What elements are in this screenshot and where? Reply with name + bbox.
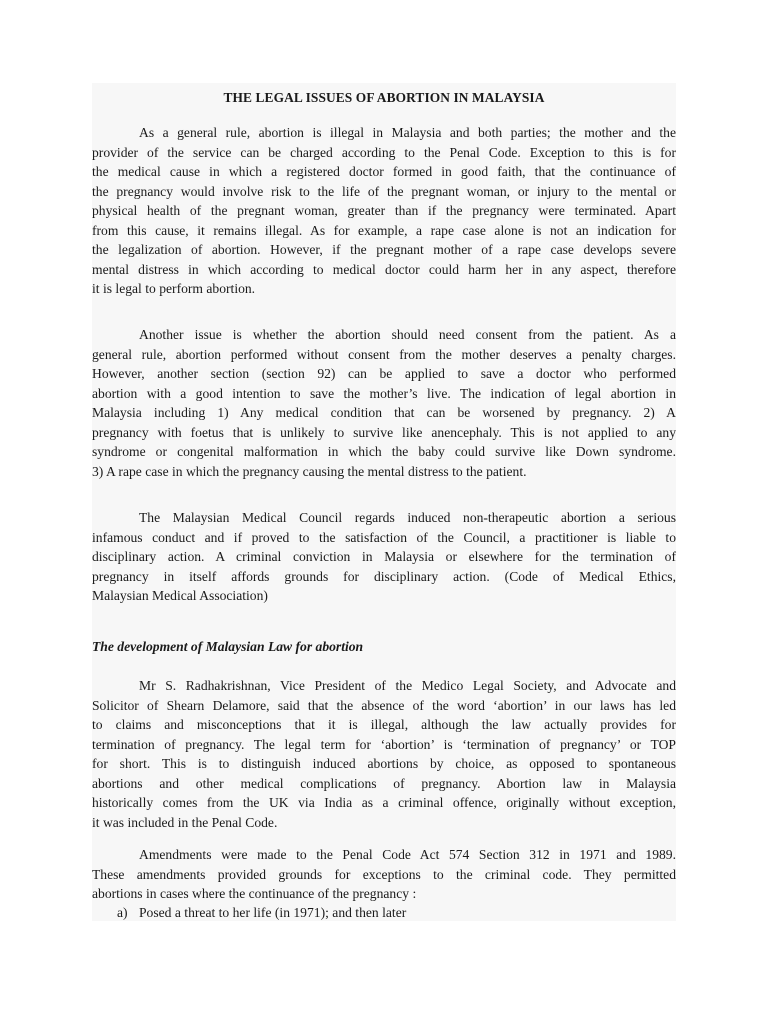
text-line: for short. This is to distinguish induced abortions by choice, as opposed to spontaneous xyxy=(92,756,676,771)
text-line: physical health of the pregnant woman, greater than if the pregnancy were terminated. Apart xyxy=(92,203,676,218)
paragraph-radhakrishnan xyxy=(92,676,676,832)
text-line: Malaysian Medical Association) xyxy=(92,588,268,603)
text-line: infamous conduct and if proved to the satisfaction of the Council, a practitioner is liable to xyxy=(92,529,676,545)
text-line: pregnancy with foetus that is unlikely to survive like anencephaly. This is not applied to any xyxy=(92,424,676,440)
document-body xyxy=(92,83,676,921)
text-line: from this cause, it remains illegal. As for example, a rape case alone is not an indication for xyxy=(92,222,676,238)
text-line: provider of the service can be charged according to the Penal Code. Exception to this is for xyxy=(92,144,676,160)
text-line: historically comes from the UK via India as a criminal offence, originally without exception, xyxy=(92,795,676,810)
paragraph-general-rule xyxy=(92,123,676,299)
list-item-text: Posed a threat to her life (in 1971); and then later xyxy=(139,905,407,920)
text-line: it is legal to perform abortion. xyxy=(92,281,256,296)
paragraph-medical-council xyxy=(92,508,676,606)
section-heading: The development of Malaysian Law for abortion xyxy=(92,639,364,654)
page-title: THE LEGAL ISSUES OF ABORTION IN MALAYSIA xyxy=(223,90,545,105)
text-line: Amendments were made to the Penal Code Act 574 Section 312 in 1971 and 1989. xyxy=(139,847,676,862)
text-line: Mr S. Radhakrishnan, Vice President of the Medico Legal Society, and Advocate and xyxy=(139,678,676,693)
text-line: the legalization of abortion. However, if the pregnant mother of a rape case develops severe xyxy=(92,242,676,257)
text-line: Solicitor of Shearn Delamore, said that the absence of the word ‘abortion’ in our laws has led xyxy=(92,697,676,713)
list-marker: a) xyxy=(117,905,128,920)
list-item xyxy=(117,904,657,922)
paragraph-amendments xyxy=(92,845,676,904)
text-line: Another issue is whether the abortion should need consent from the patient. As a xyxy=(139,327,676,342)
text-line: The Malaysian Medical Council regards induced non-therapeutic abortion a serious xyxy=(139,510,676,525)
paragraph-consent xyxy=(92,325,676,481)
text-line: abortions and other medical complications of pregnancy. Abortion law in Malaysia xyxy=(92,775,676,791)
text-line: the medical cause in which a registered doctor formed in good faith, that the continuance of xyxy=(92,164,676,179)
text-line: the pregnancy would involve risk to the life of the pregnant woman, or injury to the mental or xyxy=(92,183,676,199)
text-line: syndrome or congenital malformation in which the baby could survive like Down syndrome. xyxy=(92,444,676,459)
text-line: it was included in the Penal Code. xyxy=(92,814,278,830)
text-line: 3) A rape case in which the pregnancy causing the mental distress to the patient. xyxy=(92,463,527,479)
text-line: These amendments provided grounds for exceptions to the criminal code. They permitted xyxy=(92,866,676,882)
text-line: Malaysia including 1) Any medical condition that can be worsened by pregnancy. 2) A xyxy=(92,405,676,420)
text-line: termination of pregnancy. The legal term for ‘abortion’ is ‘termination of pregnancy’ or TOP xyxy=(92,736,676,752)
text-line: pregnancy in itself affords grounds for disciplinary action. (Code of Medical Ethics, xyxy=(92,568,676,584)
text-line: mental distress in which according to medical doctor could harm her in any aspect, therefore xyxy=(92,261,676,277)
text-line: abortion with a good intention to save the mother’s live. The indication of legal abortion in xyxy=(92,385,676,401)
text-line: general rule, abortion performed without consent from the mother deserves a penalty charges. xyxy=(92,346,676,362)
text-line: abortions in cases where the continuance of the pregnancy : xyxy=(92,886,417,901)
text-line: However, another section (section 92) can be applied to save a doctor who performed xyxy=(92,366,676,381)
text-line: to claims and misconceptions that it is illegal, although the law actually provides for xyxy=(92,717,676,732)
text-line: disciplinary action. A criminal conviction in Malaysia or elsewhere for the termination of xyxy=(92,549,676,564)
text-line: As a general rule, abortion is illegal in Malaysia and both parties; the mother and the xyxy=(139,125,676,140)
